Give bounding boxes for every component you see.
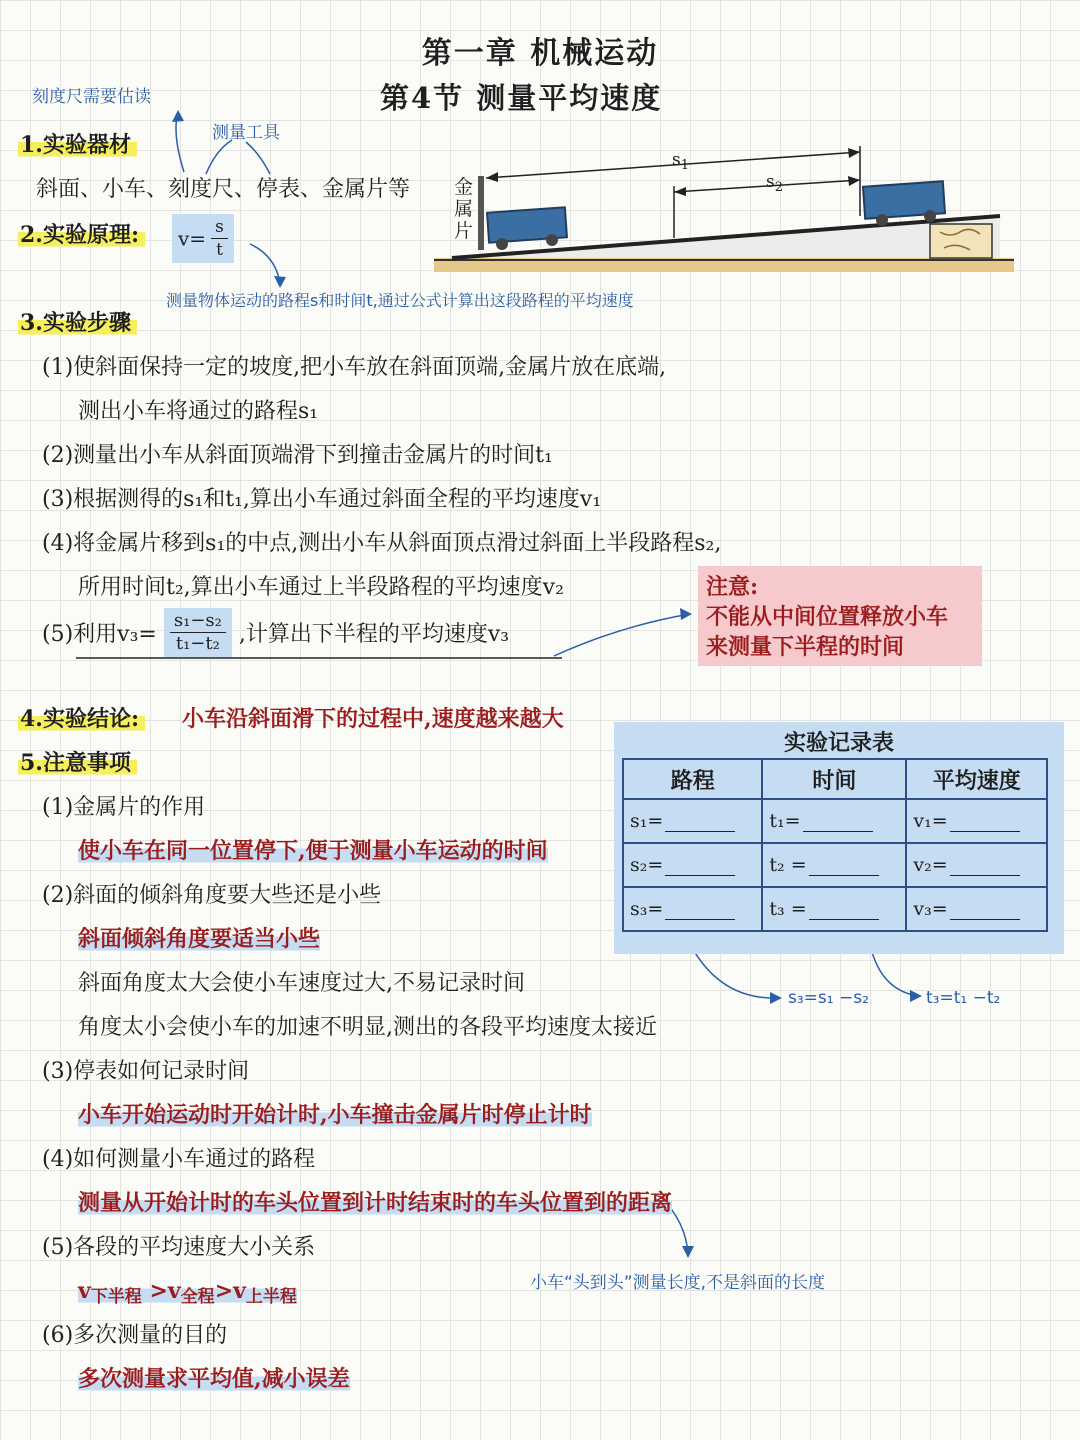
- a5: [78, 1278, 297, 1307]
- section3-heading: 3.实验步骤: [18, 306, 137, 337]
- q6: (6)多次测量的目的: [42, 1323, 228, 1348]
- blank-line: [950, 813, 1020, 832]
- step5-fraction: [164, 608, 232, 657]
- step3: (3)根据测得的s₁和t₁,算出小车通过斜面全程的平均速度v₁: [42, 487, 602, 512]
- attention-arrow: [554, 614, 690, 656]
- blank-line: [950, 901, 1020, 920]
- table-cell: [623, 799, 762, 843]
- a4: [78, 1186, 672, 1217]
- record-table-panel: [614, 722, 1064, 954]
- step2: (2)测量出小车从斜面顶端滑下到撞击金属片的时间t₁: [42, 443, 553, 468]
- cell-label: v₃=: [913, 898, 948, 920]
- a5-gt1: >v: [141, 1278, 181, 1304]
- s1-subscript: 1: [680, 158, 690, 173]
- s3-formula: s₃=s₁ −s₂: [788, 988, 869, 1008]
- section-title: 第4节 测量平均速度: [380, 81, 663, 115]
- equipment-list: 斜面、小车、刻度尺、停表、金属片等: [36, 177, 411, 202]
- a5-relation: [78, 1278, 297, 1307]
- s2-subscript: 2: [774, 180, 784, 195]
- blank-line: [803, 813, 873, 832]
- cart-bottom: [487, 207, 567, 250]
- wood-block: [930, 224, 992, 258]
- a1-text: 使小车在同一位置停下,便于测量小车运动的时间: [78, 838, 548, 864]
- a3: [78, 1098, 592, 1129]
- table-cell: [762, 799, 906, 843]
- q3: (3)停表如何记录时间: [42, 1059, 250, 1084]
- cell-label: s₁=: [630, 810, 664, 832]
- q4: (4)如何测量小车通过的路程: [42, 1147, 316, 1172]
- section2-heading: 2.实验原理:: [18, 218, 145, 249]
- table-row: [623, 799, 1047, 843]
- cell-label: t₂ =: [769, 854, 807, 876]
- table-cell: [762, 887, 906, 931]
- blank-line: [665, 857, 735, 876]
- q2: (2)斜面的倾斜角度要大些还是小些: [42, 883, 382, 908]
- step5-numerator: s₁−s₂: [170, 610, 226, 633]
- header-distance: 路程: [623, 759, 762, 799]
- attention-title: 注意:: [706, 574, 759, 600]
- a2-reason2: 角度太小会使小车的加速不明显,测出的各段平均速度太接近: [78, 1015, 657, 1040]
- step5-denominator: t₁−t₂: [175, 633, 220, 654]
- cell-label: t₁=: [769, 810, 801, 832]
- header-avg-speed: 平均速度: [906, 759, 1047, 799]
- q5: (5)各段的平均速度大小关系: [42, 1235, 316, 1260]
- head-to-head-note: 小车“头到头”测量长度,不是斜面的长度: [530, 1273, 826, 1293]
- blank-line: [809, 857, 879, 876]
- formula-denominator: t: [216, 240, 223, 260]
- a4-text: 测量从开始计时的车头位置到计时结束时的车头位置到的距离: [78, 1190, 673, 1216]
- cell-label: t₃ =: [769, 898, 807, 920]
- section4-heading: 4.实验结论:: [18, 702, 145, 733]
- formula-numerator: s: [211, 216, 228, 239]
- step4-line1: (4)将金属片移到s₁的中点,测出小车从斜面顶点滑过斜面上半段路程s₂,: [42, 531, 722, 556]
- attention-box: [698, 566, 982, 666]
- cart-bottom-wheel-back: [496, 238, 508, 250]
- blank-line: [950, 857, 1020, 876]
- attention-line2: 来测量下半程的时间: [706, 634, 905, 660]
- step1-line1: (1)使斜面保持一定的坡度,把小车放在斜面顶端,金属片放在底端,: [42, 355, 667, 380]
- metal-plate: [478, 176, 484, 250]
- a5-sub3: 上半程: [245, 1287, 297, 1307]
- tools-arrow-right: [246, 142, 270, 174]
- step1-line2: 测出小车将通过的路程s₁: [78, 399, 319, 424]
- section1-heading: 1.实验器材: [18, 128, 137, 159]
- a6-text: 多次测量求平均值,减小误差: [78, 1366, 350, 1392]
- formula-lhs: v=: [178, 226, 207, 251]
- step5-prefix: (5)利用v₃=: [42, 622, 157, 647]
- blank-line: [665, 901, 735, 920]
- record-table-title: 实验记录表: [783, 730, 894, 756]
- step5: [42, 608, 509, 657]
- a5-v1: v: [78, 1278, 91, 1304]
- step5-suffix: ,计算出下半程的平均速度v₃: [238, 622, 510, 647]
- table-cell: [906, 843, 1047, 887]
- section5-heading: 5.注意事项: [18, 746, 137, 777]
- cart-top: [863, 181, 945, 226]
- chapter-title: 第一章 机械运动: [421, 36, 659, 71]
- a2: [78, 922, 320, 953]
- table-cell: [906, 799, 1047, 843]
- s1-label: [672, 150, 689, 173]
- step4-line2: 所用时间t₂,算出小车通过上半段路程的平均速度v₂: [78, 575, 564, 600]
- tools-arrow-left: [206, 140, 232, 174]
- table-cell: [906, 887, 1047, 931]
- a6: [78, 1362, 350, 1393]
- s1-letter: s: [672, 150, 681, 170]
- a3-text: 小车开始运动时开始计时,小车撞击金属片时停止计时: [78, 1102, 592, 1128]
- attention-line1: 不能从中间位置释放小车: [706, 604, 949, 630]
- table-cell: [623, 843, 762, 887]
- cart-bottom-wheel-front: [546, 234, 558, 246]
- cell-label: s₂=: [630, 854, 664, 876]
- a2-reason1: 斜面角度太大会使小车速度过大,不易记录时间: [78, 971, 525, 996]
- s2-letter: s: [766, 172, 775, 192]
- cell-label: s₃=: [630, 898, 664, 920]
- ruler-note: 刻度尺需要估读: [32, 87, 151, 107]
- blank-line: [809, 901, 879, 920]
- header-time: 时间: [762, 759, 906, 799]
- t3-formula: t₃=t₁ −t₂: [926, 988, 1001, 1008]
- tools-note: 测量工具: [212, 123, 280, 143]
- cart-top-wheel-back: [876, 214, 888, 226]
- principle-note: 测量物体运动的路程s和时间t,通过公式计算出这段路程的平均速度: [166, 291, 634, 310]
- a5-sub1: 下半程: [90, 1287, 142, 1307]
- blank-line: [665, 813, 735, 832]
- a5-gt2: >v: [214, 1278, 246, 1304]
- cell-label: v₁=: [913, 810, 948, 832]
- s2-label: [766, 172, 783, 195]
- table-cell: [762, 843, 906, 887]
- cart-top-wheel-front: [924, 210, 936, 222]
- table-row: [623, 887, 1047, 931]
- a2-text: 斜面倾斜角度要适当小些: [78, 926, 321, 952]
- cell-label: v₂=: [913, 854, 948, 876]
- conclusion-text: 小车沿斜面滑下的过程中,速度越来越大: [182, 706, 564, 732]
- a5-sub2: 全程: [180, 1287, 215, 1307]
- metal-plate-label: 金属片: [454, 176, 474, 242]
- table-cell: [623, 887, 762, 931]
- q1: (1)金属片的作用: [42, 795, 206, 820]
- record-table: [622, 758, 1048, 932]
- a1: [78, 834, 548, 865]
- table-header-row: [623, 759, 1047, 799]
- table-row: [623, 843, 1047, 887]
